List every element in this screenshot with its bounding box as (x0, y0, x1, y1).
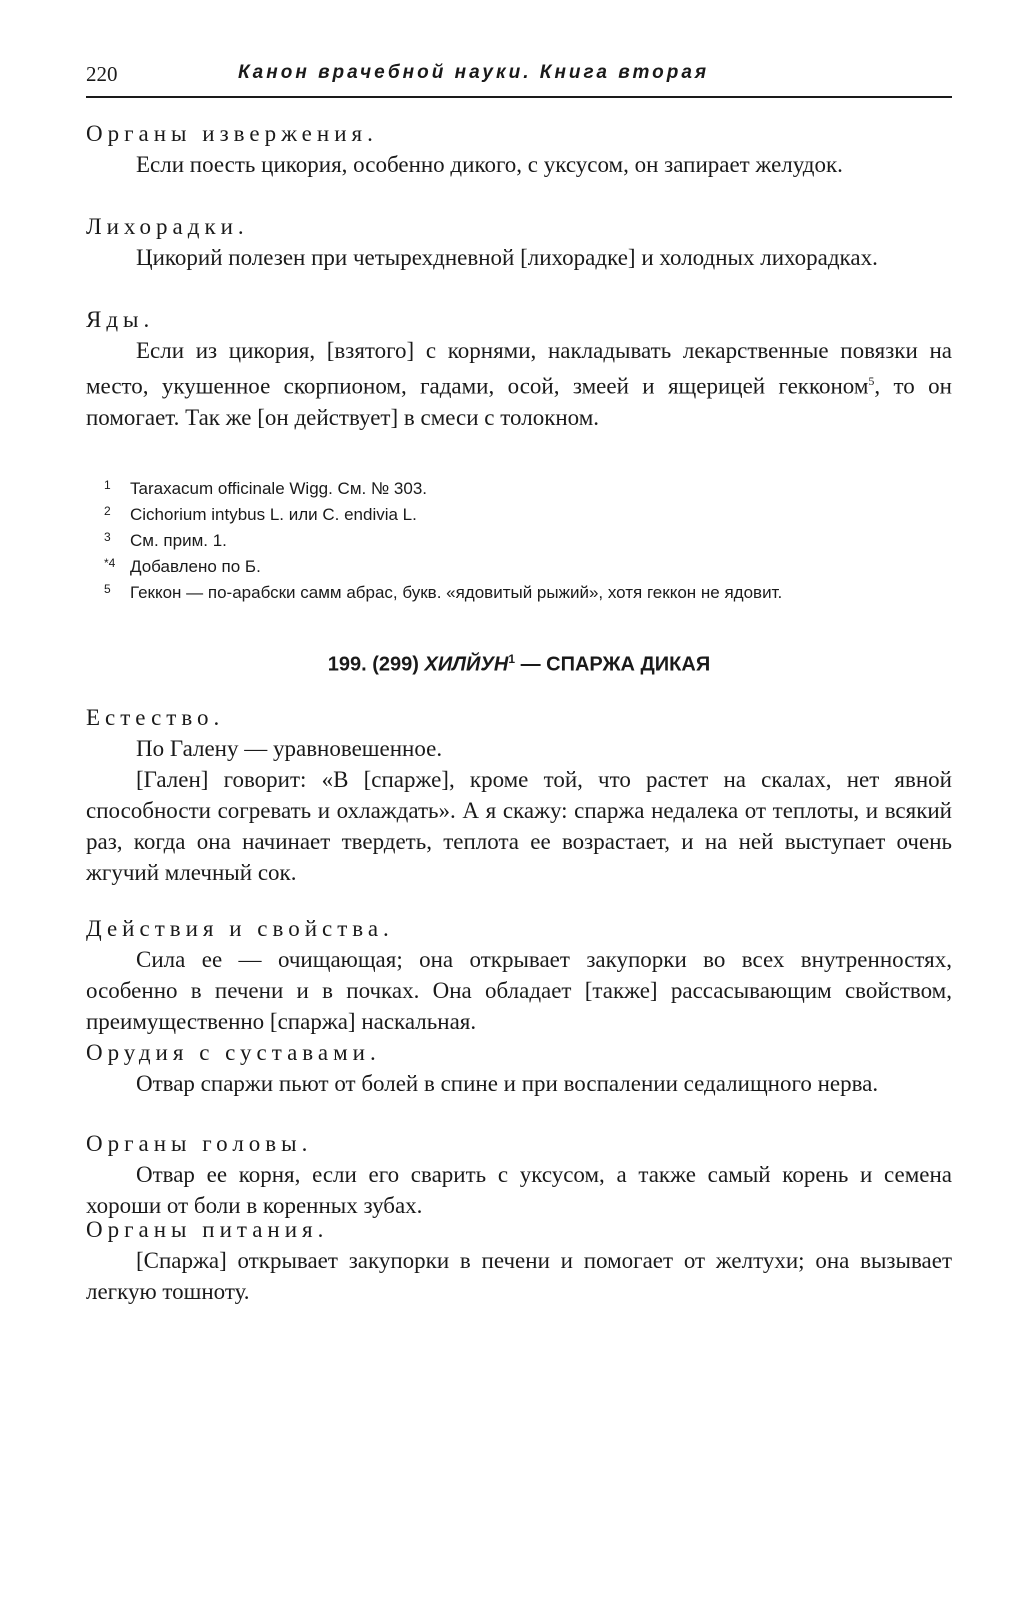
footnote-ref-5: 5 (868, 374, 875, 388)
heading-actions: Действия и свойства. (86, 916, 394, 941)
section-name-russian: — СПАРЖА ДИКАЯ (515, 653, 711, 676)
section-footnote-ref: 1 (508, 652, 516, 666)
footnote (104, 554, 952, 580)
footnote-text: Taraxacum officinale Wigg. См. № 303. (130, 479, 428, 498)
paragraph-galen: По Галену — уравновешенное. (136, 736, 443, 761)
footnote (104, 580, 952, 606)
paragraph-poisons-text-1: Если из цикория, [взятого] с корнями, накладывать лекарственные повязки на место, укушенное скорпионом, гадами, осой, змеей и ящерицей гекконом (86, 338, 952, 399)
footnote-mark: 1 (104, 478, 111, 492)
heading-nutrition-organs: Органы питания. (86, 1217, 329, 1242)
paragraph-actions: Сила ее — очищающая; она открывает закупорки во всех внутренностях, особенно в печени и в почках. Она обладает [также] рассасывающим свойством, преимущественно [спаржа] наскальная. (86, 947, 952, 1034)
footnotes (104, 476, 952, 606)
paragraph-joint-organs: Отвар спаржи пьют от болей в спине и при воспалении седалищного нерва. (136, 1071, 879, 1096)
paragraph-excretion: Если поесть цикория, особенно дикого, с уксусом, он запирает желудок. (136, 152, 843, 177)
heading-nature: Естество. (86, 705, 225, 730)
paragraph-poisons (86, 335, 952, 433)
footnote-text: Геккон — по-арабски самм абрас, букв. «ядовитый рыжий», хотя геккон не ядовит. (130, 583, 783, 602)
section-title (86, 652, 952, 677)
footnote-mark: 3 (104, 530, 111, 544)
heading-joint-organs: Орудия с суставами. (86, 1040, 381, 1065)
page-number: 220 (86, 62, 118, 86)
footnote-text: См. прим. 1. (130, 531, 227, 550)
heading-fevers: Лихорадки. (86, 214, 249, 239)
footnote-mark: *4 (104, 556, 116, 570)
page-header (86, 58, 952, 94)
paragraph-head-organs: Отвар ее корня, если его сварить с уксусом, а также самый корень и семена хороши от боли в коренных зубах. (86, 1162, 952, 1218)
section-number: 199. (299) (327, 653, 419, 676)
heading-excretion-organs: Органы извержения. (86, 121, 378, 146)
paragraph-nutrition-organs: [Спаржа] открывает закупорки в печени и помогает от желтухи; она вызывает легкую тошноту. (86, 1248, 952, 1304)
heading-head-organs: Органы головы. (86, 1131, 313, 1156)
paragraph-galen-quote: [Гален] говорит: «В [спарже], кроме той, что растет на скалах, нет явной способности согревать и охлаждать». А я скажу: спаржа недалека от теплоты, и всякий раз, когда она начинает твердеть, теплота ее возрастает, и на ней выступает очень жгучий млечный сок. (86, 767, 952, 885)
footnote-text: Cichorium intybus L. или C. endivia L. (130, 505, 417, 524)
section-name-arabic: ХИЛЙУН (424, 653, 509, 676)
header-rule (86, 96, 952, 98)
footnote-text: Добавлено по Б. (130, 557, 261, 576)
footnote (104, 502, 952, 528)
running-title: Канон врачебной науки. Книга вторая (238, 62, 710, 83)
footnote-mark: 2 (104, 504, 111, 518)
footnote (104, 528, 952, 554)
paragraph-fevers: Цикорий полезен при четырехдневной [лихорадке] и холодных лихорадках. (136, 245, 878, 270)
footnote (104, 476, 952, 502)
heading-poisons: Яды. (86, 307, 155, 332)
footnote-mark: 5 (104, 582, 111, 596)
paragraph-poisons-text-2: , то он помогает. Так же [он действует] в смеси с толокном. (86, 373, 952, 430)
